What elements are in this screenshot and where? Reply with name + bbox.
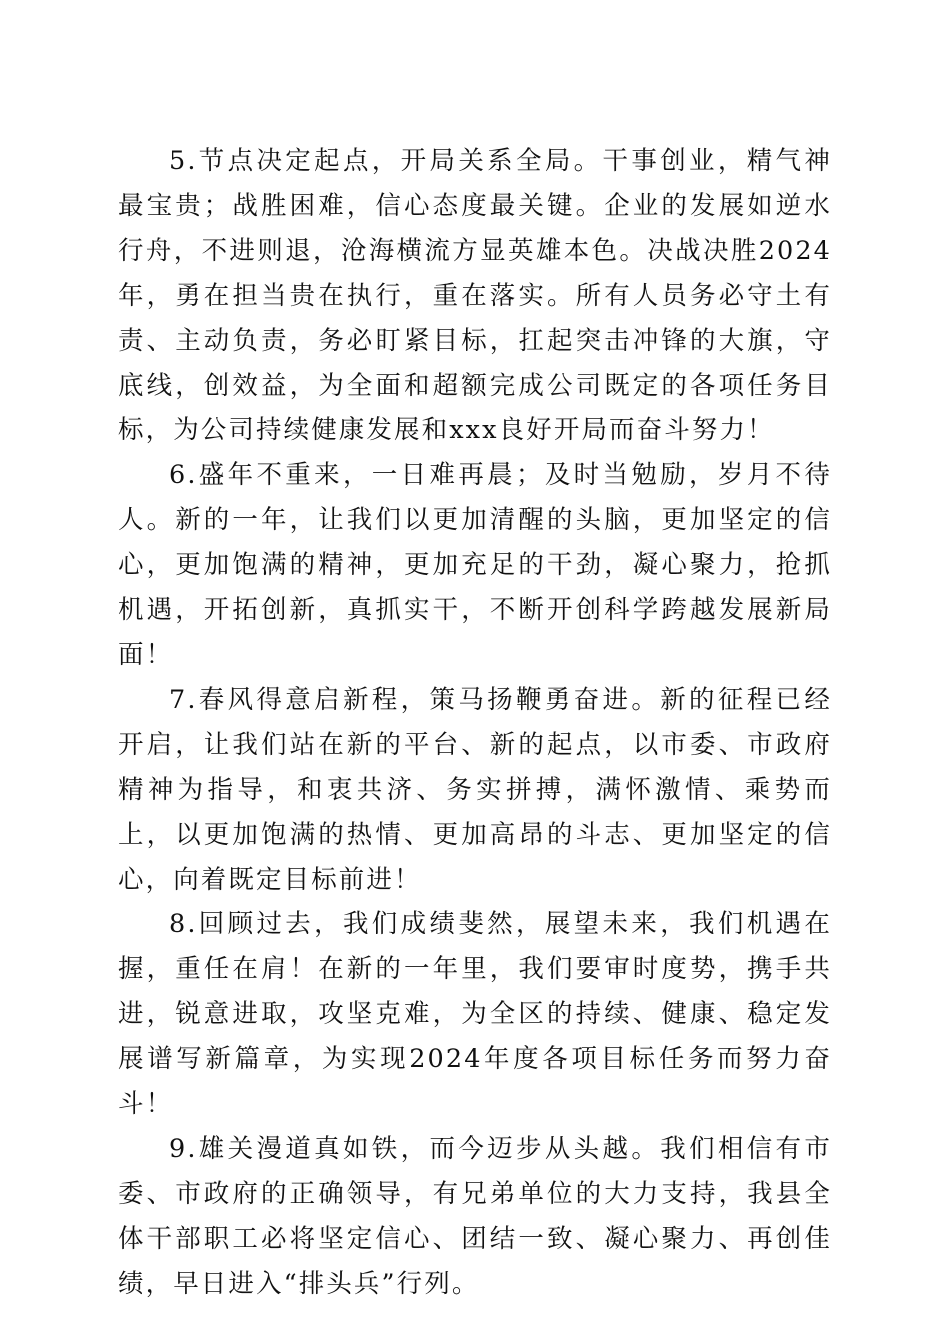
paragraph-5: 5.节点决定起点，开局关系全局。干事创业，精气神最宝贵；战胜困难，信心态度最关键。企业的发展如逆水行舟，不进则退，沧海横流方显英雄本色。决战决胜2024年，勇在担当贵在执行，重在落实。所有人员务必守土有责、主动负责，务必盯紧目标，扛起突击冲锋的大旗，守底线，创效益，为全面和超额完成公司既定的各项任务目标，为公司持续健康发展和xxx良好开局而奋斗努力！ xyxy=(118,146,832,446)
paragraph-6: 6.盛年不重来，一日难再晨；及时当勉励，岁月不待人。新的一年，让我们以更加清醒的头脑，更加坚定的信心，更加饱满的精神，更加充足的干劲，凝心聚力，抢抓机遇，开拓创新，真抓实干，不断开创科学跨越发展新局面！ xyxy=(118,460,832,670)
paragraph-7: 7.春风得意启新程，策马扬鞭勇奋进。新的征程已经开启，让我们站在新的平台、新的起点，以市委、市政府精神为指导，和衷共济、务实拼搏，满怀激情、乘势而上，以更加饱满的热情、更加高昂的斗志、更加坚定的信心，向着既定目标前进！ xyxy=(118,684,832,895)
paragraph-8: 8.回顾过去，我们成绩斐然，展望未来，我们机遇在握，重任在肩！在新的一年里，我们要审时度势，携手共进，锐意进取，攻坚克难，为全区的持续、健康、稳定发展谱写新篇章，为实现2024年度各项目标任务而努力奋斗！ xyxy=(118,909,832,1120)
paragraph-9: 9.雄关漫道真如铁，而今迈步从头越。我们相信有市委、市政府的正确领导，有兄弟单位的大力支持，我县全体干部职工必将坚定信心、团结一致、凝心聚力、再创佳绩，早日进入“排头兵”行列。 xyxy=(118,1133,832,1299)
document-body xyxy=(118,139,832,1307)
